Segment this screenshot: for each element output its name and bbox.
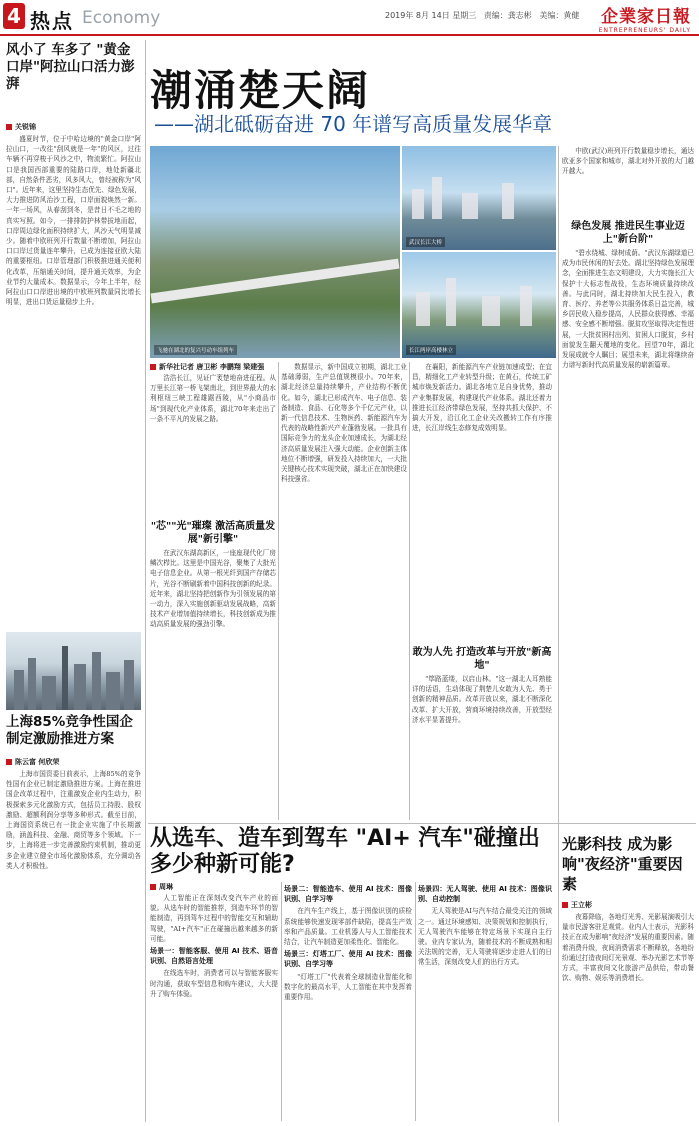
byline-text: 周琳 — [159, 883, 173, 891]
building-shape — [124, 660, 134, 710]
paragraph: 夜幕降临，各地灯光秀、光影展演吸引大量市民游客驻足观赏。业内人士表示，光影科技正在成为影响"夜经济"发展的重要因素。随着消费升级，夜间消费需求不断释放，各地纷纷通过打造夜间灯光景观、举办光影艺术节等方式，丰富夜间文化旅游产品供给，带动餐饮、购物、娱乐等消费增长。 — [562, 913, 694, 983]
paragraph: "灯塔工厂"代表着全球制造业智能化和数字化的最高水平，人工智能在其中发挥着重要作用。 — [284, 972, 412, 1002]
building-shape — [482, 296, 500, 326]
paragraph: 人工智能正在深刻改变汽车产业的面貌。从选车时的智能推荐，到造车环节的智能制造，再到驾车过程中的智能交互和辅助驾驶，"AI+汽车"正在碰撞出越来越多的新可能。 — [150, 894, 278, 943]
page-meta — [385, 10, 584, 21]
editor: 责编：龚志彬 — [483, 11, 532, 20]
byline — [150, 362, 264, 372]
paragraph: 盛夏时节，位于中哈边境的"黄金口岸"阿拉山口，一改往"刮风就是一年"的风区，过往车辆不再穿梭于风沙之中，物流繁忙。阿拉山口是我国西部重要的陆路口岸，地处新疆北部，自然条件恶劣，风多风大，曾经被称为"风口"。近年来，这里坚持生态优先、绿色发展，大力推进防风治沙工程，口岸面貌焕然一新。一年一场风，从春刮到冬，是昔日不毛之地的真实写照。如今，一排排防护林带拔地而起，口岸周边绿化面积持续扩大，风沙天气明显减少。随着中欧班列开行数量不断增加，阿拉山口口岸过货量连年攀升，已成为连接亚欧大陆的重要枢纽。口岸管理部门积极推进通关便利化改革，压缩通关时间，提升通关效率，为企业节约大量成本。数据显示，今年上半年，经阿拉山口口岸进出境的中欧班列数量同比增长明显，进出口货运量稳步上升。 — [6, 135, 141, 307]
column-divider — [409, 362, 410, 820]
paragraph: 中欧(武汉)班列开行数量稳步增长，通达欧亚多个国家和城市，湖北对外开放的大门越开越大。 — [562, 147, 694, 176]
byline-marker-icon — [562, 902, 568, 908]
column-divider — [281, 882, 282, 1121]
byline — [6, 757, 59, 767]
building-shape — [74, 664, 86, 710]
article-body — [6, 134, 141, 629]
article-body — [562, 146, 694, 216]
brand-name: 企業家日報 — [601, 7, 691, 27]
scenario-label: 场景二：智能造车、使用 AI 技术：图像识别、自学习等 — [284, 885, 412, 904]
header-divider — [0, 34, 699, 36]
paragraph: 在襄阳，新能源汽车产业链加速成型；在宜昌，精细化工产业转型升级；在黄石，传统工矿城市焕发新活力。湖北各地立足自身优势，推动产业集群发展，构建现代产业体系。湖北还着力推进长江经济带绿色发展，坚持共抓大保护、不搞大开发，沿江化工企业关改搬转工作有序推进，长江岸线生态修复成效明显。 — [412, 363, 552, 433]
building-shape — [502, 183, 514, 219]
column-divider — [558, 146, 559, 1122]
section-subhead: 敢为人先 打造改革与开放"新高地" — [412, 647, 552, 671]
paragraph: 无人驾驶是AI与汽车结合最受关注的领域之一。通过环境感知、决策规划和控制执行，无人驾驶汽车能够在特定场景下实现自主行驶。业内专家认为，随着技术的不断成熟和相关法规的完善，无人驾驶将逐步走进人们的日常生活，深刻改变人们的出行方式。 — [418, 907, 552, 967]
paragraph: 在汽车生产线上，基于图像识别的质检系统能够快速发现零部件缺陷，提高生产效率和产品质量。工业机器人与人工智能技术结合，让汽车制造更加柔性化、智能化。 — [284, 907, 412, 947]
main-photo-train — [150, 146, 400, 358]
photo-caption: 长江两岸高楼林立 — [406, 345, 456, 355]
scenario-label: 场景三：灯塔工厂、使用 AI 技术：图像识别、自学习等 — [284, 950, 412, 969]
article-body — [562, 912, 694, 1121]
byline-text: 关锐锦 — [15, 123, 36, 131]
train-shape — [151, 259, 400, 304]
page-number: 4 — [3, 3, 25, 29]
column-divider — [145, 40, 146, 1122]
newspaper-logo — [599, 2, 691, 34]
building-shape — [28, 658, 36, 710]
scenario-label: 场景一：智能客服、使用 AI 技术、语音识别、自然语言处理 — [150, 947, 278, 966]
paragraph: "碧水绕城、绿树成荫。"武汉东湖绿道已成为市民休闲的好去处。湖北坚持绿色发展理念，全面推进生态文明建设，大力实施长江大保护十大标志性战役，生态环境质量持续改善。与此同时，湖北持续加大民生投入，教育、医疗、养老等公共服务体系日益完善，城乡居民收入稳步提高，人民群众获得感、幸福感、安全感不断增强。脱贫攻坚取得决定性进展，一大批贫困村出列、贫困人口脱贫，乡村面貌发生翻天覆地的变化。回望70年，湖北发展成就令人瞩目；展望未来，湖北将继续奋力谱写新时代高质量发展的崭新篇章。 — [562, 249, 694, 370]
byline — [150, 882, 173, 892]
brand-name-en: ENTREPRENEURS' DAILY — [598, 27, 691, 34]
byline-text: 王立彬 — [571, 901, 592, 909]
byline — [562, 900, 592, 910]
section-divider — [148, 823, 696, 824]
article-body — [6, 769, 141, 1121]
article-body — [281, 362, 407, 820]
building-shape — [416, 292, 430, 326]
column-divider — [278, 362, 279, 820]
article-body — [412, 362, 552, 642]
paragraph: 浩浩长江，见证广袤楚地奋进征程。从万里长江第一桥飞架南北，到世界最大的水利枢纽三峡工程雄踞西陵，从"小商品市场"到现代化产业体系，湖北70年来走出了一条不平凡的发展之路。 — [150, 374, 276, 423]
photo-caption: 飞驰在湖北的复兴号动车组列车 — [154, 345, 237, 355]
section-title-en: Economy — [82, 8, 161, 28]
paragraph: "筚路蓝缕，以启山林。"这一湖北人耳熟能详的话语，生动体现了荆楚儿女敢为人先、勇于创新的精神品质。改革开放以来，湖北不断深化改革、扩大开放，营商环境持续改善，开放型经济水平显著提升。 — [412, 675, 552, 724]
building-shape — [62, 646, 68, 710]
building-shape — [42, 676, 56, 710]
city-photo — [6, 632, 141, 710]
paragraph: 上海市国资委日前表示，上海85%的竞争性国有企业已制定激励推进方案。上海在推进国企改革过程中，注重激发企业内生动力，积极探索多元化激励方式，包括员工持股、股权激励、超额利润分享等多种形式。截至目前，上海国资系统已有一批企业实施了中长期激励，涵盖科技、金融、商贸等多个领域。下一步，上海将进一步完善激励约束机制，推动更多企业建立健全市场化激励体系，充分调动各类人才积极性。 — [6, 770, 141, 870]
building-shape — [432, 177, 442, 219]
building-shape — [14, 670, 24, 710]
photo-riverside — [402, 252, 556, 358]
building-shape — [106, 672, 120, 710]
paragraph: 在线选车时，消费者可以与智能客服实时沟通，获取车型信息和购车建议，大大提升了购车体验。 — [150, 969, 278, 998]
photo-bridge — [402, 146, 556, 250]
byline-marker-icon — [6, 124, 12, 130]
article-body — [562, 248, 694, 820]
article-title-shanghai: 上海85%竞争性国企制定激励推进方案 — [6, 714, 133, 747]
column-divider — [415, 882, 416, 1121]
section-subhead: 绿色发展 推进民生事业迈上"新台阶" — [571, 221, 685, 245]
paragraph: 在武汉东湖高新区，一座座现代化厂房鳞次栉比。这里是中国光谷，聚集了大批光电子信息企业。从第一根光纤到国产存储芯片，光谷不断刷新着中国科技创新的纪录。近年来，湖北坚持把创新作为引领发展的第一动力，深入实施创新驱动发展战略，高新技术产业增加值持续增长，科技创新成为推动高质量发展的强劲引擎。 — [150, 549, 276, 629]
byline-marker-icon — [6, 759, 12, 765]
building-shape — [520, 286, 532, 326]
headline-subtitle: ——湖北砥砺奋进 70 年谱写高质量发展华章 — [154, 112, 553, 136]
article-title-aershan: 风小了 车多了 "黄金口岸"阿拉山口活力澎湃 — [6, 42, 135, 92]
article-body — [150, 893, 278, 1121]
byline — [6, 122, 36, 132]
scenario-label: 场景四：无人驾驶、使用 AI 技术：图像识别、自动控制 — [418, 885, 552, 904]
article-body — [418, 882, 552, 1121]
photo-caption: 武汉长江大桥 — [406, 237, 445, 247]
article-body — [284, 882, 412, 1121]
building-shape — [92, 652, 101, 710]
byline-marker-icon — [150, 364, 156, 370]
masthead — [0, 0, 699, 34]
article-body — [150, 373, 276, 515]
headline: 潮涌楚天阔 — [150, 66, 371, 115]
building-shape — [412, 189, 424, 219]
building-shape — [462, 193, 478, 219]
byline-text: 新华社记者 唐卫彬 李鹏翔 梁建强 — [159, 363, 265, 371]
designer: 美编：黄健 — [539, 11, 580, 20]
article-title-light-tech: 光影科技 成为影响"夜经济"重要因素 — [562, 835, 683, 893]
building-shape — [446, 278, 456, 326]
paragraph: 数据显示，新中国成立初期，湖北工业基础薄弱，生产总值规模很小。70年来，湖北经济总量持续攀升，产业结构不断优化。如今，湖北已形成汽车、电子信息、装备制造、食品、石化等多个千亿元产业，以新一代信息技术、生物医药、新能源汽车为代表的战略性新兴产业蓬勃发展。一批具有国际竞争力的龙头企业加速成长，为湖北经济高质量发展注入强大动能。企业创新主体地位不断增强，研发投入持续加大，一大批关键核心技术实现突破，湖北正在加快建设科技强省。 — [281, 363, 407, 484]
article-body — [150, 548, 276, 820]
issue-date: 2019年 8月 14日 星期三 — [385, 11, 477, 20]
article-title-ai-car: 从选车、造车到驾车 "AI+ 汽车"碰撞出多少种新可能? — [150, 826, 540, 877]
byline-text: 陈云富 何欣荣 — [15, 758, 60, 766]
byline-marker-icon — [150, 884, 156, 890]
section-subhead: "芯""光"璀璨 激活高质量发展"新引擎" — [150, 521, 276, 545]
article-body — [412, 674, 552, 820]
section-title: 热点 — [30, 9, 74, 33]
